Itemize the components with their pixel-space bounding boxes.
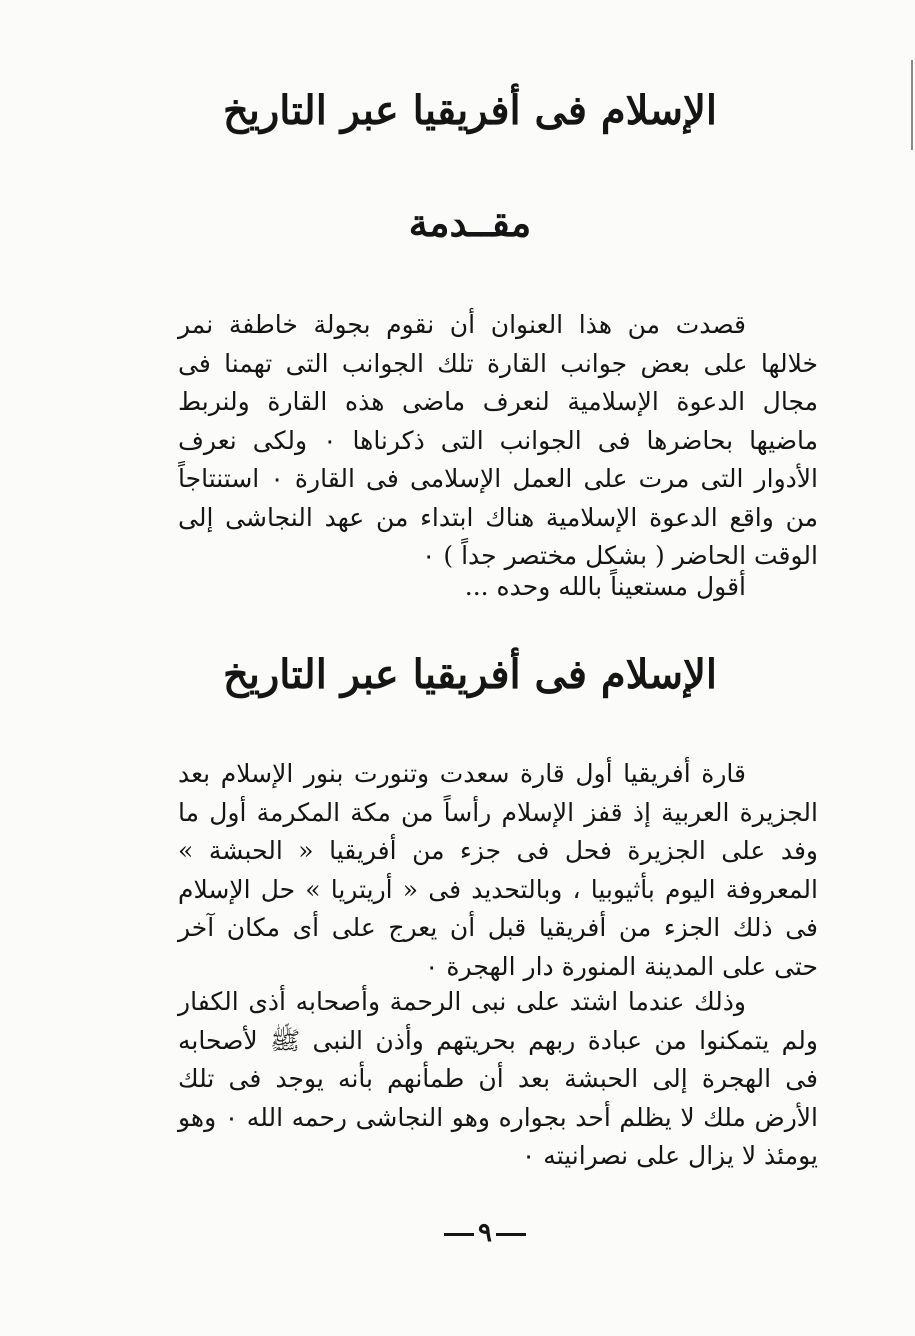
intro-closing-line: أقول مستعيناً بالله وحده ... bbox=[464, 572, 746, 601]
page-title: الإسلام فى أفريقيا عبر التاريخ bbox=[222, 87, 717, 134]
intro-paragraph: قصدت من هذا العنوان أن نقوم بجولة خاطفة نمر خلالها على بعض جوانب القارة تلك الجوانب التى تهمنا فى مجال الدعوة الإسلامية لنعرف ماضى هذه القارة ولنربط ماضيها بحاضرها فى الجوانب التى ذكرناها ٠ ولكى نعرف الأدوار التى مرت على العمل الإسلامى فى القارة ٠ استنتاجاً من واقع الدعوة الإسلامية هناك ابتداء من عهد النجاشى إلى الوقت الحاضر ( بشكل مختصر جداً ) ٠ bbox=[178, 310, 818, 570]
section-heading: الإسلام فى أفريقيا عبر التاريخ bbox=[222, 651, 717, 698]
page-number bbox=[420, 1218, 550, 1248]
page-number-dash-left bbox=[444, 1233, 474, 1236]
page-number-value: ٩ bbox=[478, 1218, 492, 1248]
body-paragraph: قارة أفريقيا أول قارة سعدت وتنورت بنور الإسلام بعد الجزيرة العربية إذ قفز الإسلام رأساً من مكة المكرمة أول ما وفد على الجزيرة فحل فى جزء من أفريقيا « الحبشة » المعروفة اليوم بأثيوبيا ، وبالتحديد فى « أريتريا » حل الإسلام فى ذلك الجزء من أفريقيا قبل أن يعرج على أى مكان آخر حتى على المدينة المنورة دار الهجرة ٠ bbox=[178, 759, 818, 981]
intro-heading: مقــدمة bbox=[408, 200, 532, 245]
body-paragraph: وذلك عندما اشتد على نبى الرحمة وأصحابه أذى الكفار ولم يتمكنوا من عبادة ربهم بحريتهم وأذن النبى ﷺ لأصحابه فى الهجرة إلى الحبشة بعد أن طمأنهم بأنه يوجد فى تلك الأرض ملك لا يظلم أحد بجواره وهو النجاشى رحمه الله ٠ وهو يومئذ لا يزال على نصرانيته ٠ bbox=[178, 987, 819, 1170]
page-number-dash-right bbox=[496, 1233, 526, 1236]
scan-edge-mark bbox=[911, 60, 913, 150]
